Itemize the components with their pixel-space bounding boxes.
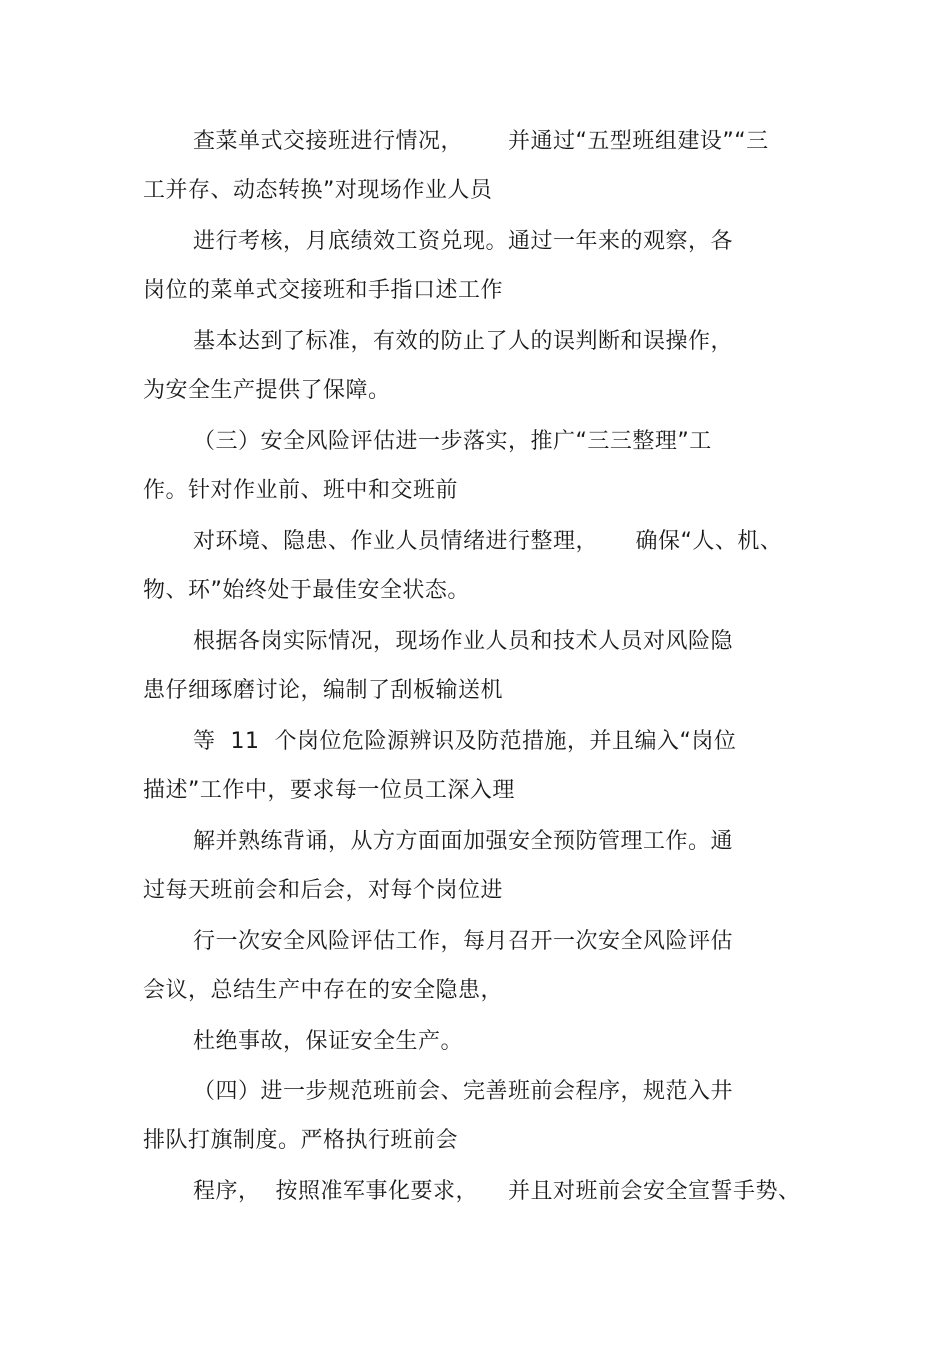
text-line: 为安全生产提供了保障。 (143, 378, 391, 403)
text-line: 等 11 个岗位危险源辨识及防范措施，并且编入“岗位 (193, 729, 737, 754)
text-line: 杜绝事故，保证安全生产。 (193, 1029, 464, 1054)
text-line: 进行考核，月底绩效工资兑现。通过一年来的观察，各 (193, 229, 734, 254)
text-line: 作。针对作业前、班中和交班前 (143, 478, 459, 503)
text-line: 描述”工作中，要求每一位员工深入理 (143, 778, 515, 803)
text-line: 岗位的菜单式交接班和手指口述工作 (143, 278, 504, 303)
text-line: 解并熟练背诵，从方方面面加强安全预防管理工作。通 (193, 829, 734, 854)
text-line: （四）进一步规范班前会、完善班前会程序，规范入井 (193, 1079, 734, 1104)
text-line: （三）安全风险评估进一步落实，推广“三三整理”工 (193, 429, 712, 454)
text-line: 行一次安全风险评估工作，每月召开一次安全风险评估 (193, 929, 734, 954)
text-line: 对环境、隐患、作业人员情绪进行整理， 确保“人、机、 (193, 529, 783, 554)
text-line: 物、环”始终处于最佳安全状态。 (143, 578, 470, 603)
text-line: 查菜单式交接班进行情况， 并通过“五型班组建设”“三 (193, 129, 769, 154)
text-line: 工并存、动态转换”对现场作业人员 (143, 178, 493, 203)
text-line: 程序， 按照准军事化要求， 并且对班前会安全宣誓手势、 (193, 1179, 801, 1204)
text-line: 患仔细琢磨讨论，编制了刮板输送机 (143, 678, 504, 703)
text-line: 会议，总结生产中存在的安全隐患， (143, 978, 504, 1003)
text-line: 排队打旗制度。严格执行班前会 (143, 1128, 459, 1153)
text-line: 根据各岗实际情况，现场作业人员和技术人员对风险隐 (193, 629, 734, 654)
text-line: 基本达到了标准，有效的防止了人的误判断和误操作， (193, 329, 734, 354)
text-line: 过每天班前会和后会，对每个岗位进 (143, 878, 504, 903)
